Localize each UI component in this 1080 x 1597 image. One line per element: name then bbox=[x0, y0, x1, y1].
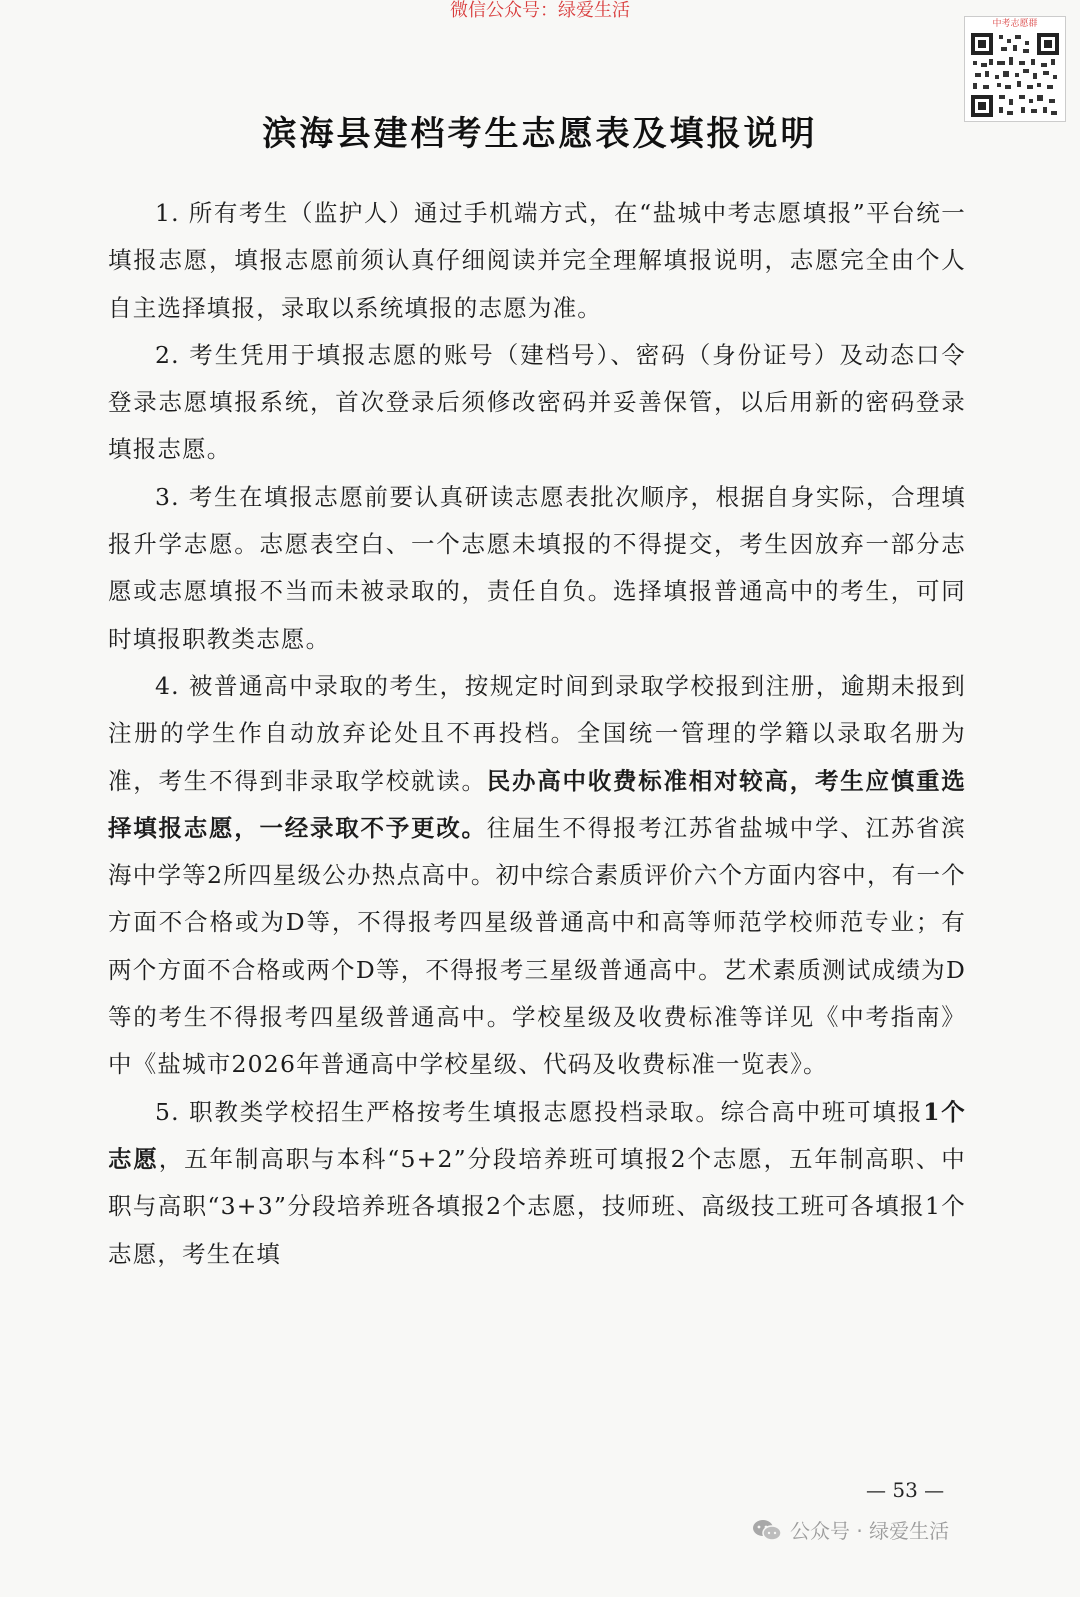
page-number: — 53 — bbox=[866, 1478, 945, 1502]
top-watermark: 微信公众号：绿爱生活 bbox=[450, 0, 630, 21]
document-title: 滨海县建档考生志愿表及填报说明 bbox=[262, 114, 818, 154]
document-body bbox=[108, 190, 966, 1278]
paragraph-4-text-a: 4. 被普通高中录取的考生，按规定时间到录取学校报到注册，逾期未报到注册的学生作自动放弃论处且不再投档。全国统一管理的学籍以录取名册为准，考生不得到非录取学校就读。 bbox=[108, 671, 966, 795]
qr-label: 中考志愿群 bbox=[992, 19, 1038, 29]
paragraph-2: 2. 考生凭用于填报志愿的账号（建档号）、密码（身份证号）及动态口令登录志愿填报系统，首次登录后须修改密码并妥善保管，以后用新的密码登录填报志愿。 bbox=[108, 340, 966, 464]
paragraph-5-text-b: ，五年制高职与本科“5+2”分段培养班可填报2个志愿，五年制高职、中职与高职“3+3”分段培养班各填报2个志愿，技师班、高级技工班可各填报1个志愿，考生在填 bbox=[108, 1144, 967, 1268]
footer-watermark-text: 公众号 · 绿爱生活 bbox=[790, 1519, 950, 1543]
paragraph-4 bbox=[108, 663, 966, 1089]
paragraph-5 bbox=[108, 1089, 966, 1278]
paragraph-4-bold: 民办高中收费标准相对较高，考生应慎重选择填报志愿，一经录取不予更改。 bbox=[108, 766, 967, 842]
paragraph-5-bold: 1个志愿 bbox=[108, 1097, 966, 1173]
paragraph-1: 1. 所有考生（监护人）通过手机端方式，在“盐城中考志愿填报”平台统一填报志愿，填报志愿前须认真仔细阅读并完全理解填报说明，志愿完全由个人自主选择填报，录取以系统填报的志愿为准。 bbox=[108, 199, 966, 322]
footer-watermark bbox=[752, 1515, 949, 1544]
qr-code bbox=[964, 16, 1066, 122]
paragraph-3: 3. 考生在填报志愿前要认真研读志愿表批次顺序，根据自身实际，合理填报升学志愿。志愿表空白、一个志愿未填报的不得提交，考生因放弃一部分志愿或志愿填报不当而未被录取的，责任自负。选择填报普通高中的考生，可同时填报职教类志愿。 bbox=[108, 482, 966, 653]
paragraph-4-text-b: 往届生不得报考江苏省盐城中学、江苏省滨海中学等2所四星级公办热点高中。初中综合素质评价六个方面内容中，有一个方面不合格或为D等，不得报考四星级普通高中和高等师范学校师范专业；有两个方面不合格或两个D等，不得报考三星级普通高中。艺术素质测试成绩为D等的考生不得报考四星级普通高中。学校星级及收费标准等详见《中考指南》中《盐城市2026年普通高中学校星级、代码及收费标准一览表》。 bbox=[108, 813, 967, 1079]
wechat-icon bbox=[752, 1518, 782, 1542]
paragraph-5-text-a: 5. 职教类学校招生严格按考生填报志愿投档录取。综合高中班可填报 bbox=[155, 1097, 924, 1126]
qr-code-icon bbox=[971, 33, 1059, 117]
